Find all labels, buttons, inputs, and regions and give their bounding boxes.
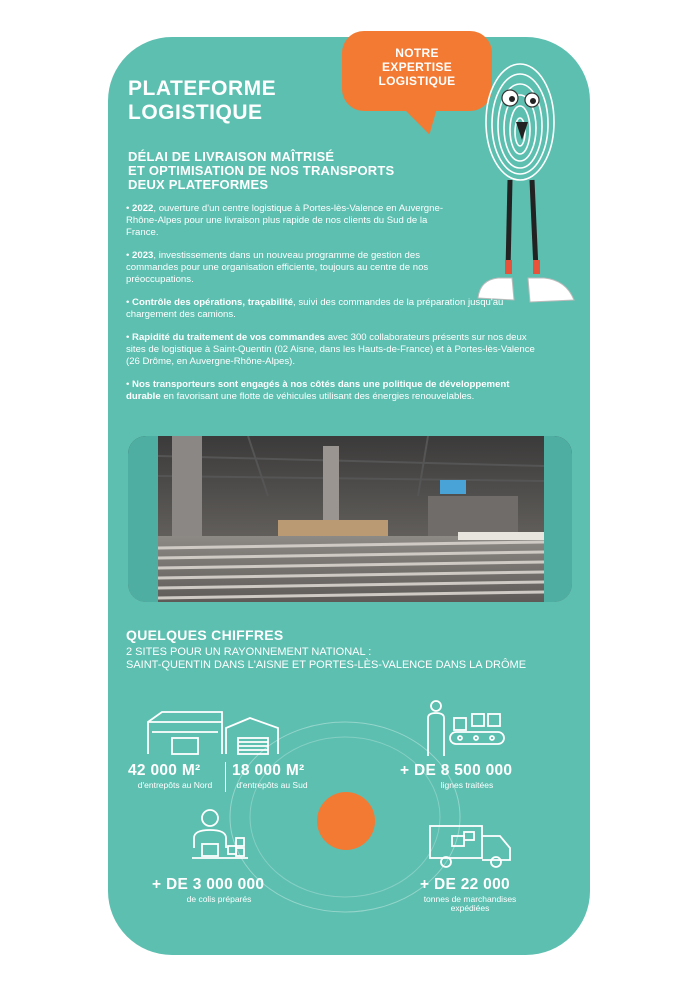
stat-colis-label: de colis préparés (186, 894, 252, 904)
bullet-text: , suivi des commandes de la préparation jusqu'au chargement des camions. (126, 297, 504, 320)
stat-colis-value: + DE 3 000 000 (152, 876, 265, 893)
stat-lignes-label: lignes traitées (440, 780, 494, 790)
stat-lignes-value: + DE 8 500 000 (400, 762, 513, 779)
bubble-line-3: LOGISTIQUE (378, 74, 456, 88)
stat-tonnes-value: + DE 22 000 (420, 876, 510, 893)
subtitle-line-3: DEUX PLATEFORMES (128, 177, 269, 192)
truck-icon (428, 822, 514, 870)
subtitle-line-1: DÉLAI DE LIVRAISON MAÎTRISÉ (128, 149, 335, 164)
warehouse-icon (146, 710, 316, 756)
page-title (128, 77, 276, 125)
bullet-bold: Contrôle des opérations, traçabilité (132, 297, 294, 308)
bullet-bold: Nos transporteurs sont engagés à nos côtés dans une politique de développement durable (126, 379, 510, 402)
stat-sud-value: 18 000 M² (232, 762, 305, 779)
worker-boxes-icon (190, 808, 250, 870)
stats-subtitle (126, 646, 526, 672)
bullet-list (126, 203, 535, 414)
speech-bubble-text (350, 46, 484, 88)
stat-tonnes-label (408, 895, 532, 913)
section-subtitle (128, 150, 394, 192)
stat-tonnes-label-line-1: tonnes de marchandises (423, 894, 517, 904)
bullet-item: • 2022, ouverture d'un centre logistique à Portes-lès-Valence en Auvergne-Rhône-Alpes pour une livraison plus rapide de nos clients du Sud de la France. (126, 203, 444, 238)
bullet-bold: 2023 (132, 250, 154, 261)
subtitle-line-2: ET OPTIMISATION DE NOS TRANSPORTS (128, 163, 395, 178)
warehouse-photo (128, 436, 572, 602)
bullet-text: avec 300 collaborateurs présents sur nos deux sites de logistique à Saint-Quentin (02 Aisne, dans les Hauts-de-France) et à Portes-lès-Valence (26 Drôme, en Auvergne-Rhône-Alpes). (126, 332, 535, 367)
stats-subtitle-line-1: 2 SITES POUR UN RAYONNEMENT NATIONAL : (126, 646, 372, 658)
title-line-2: LOGISTIQUE (128, 101, 263, 124)
bullet-text: , ouverture d'un centre logistique à Portes-lès-Valence en Auvergne-Rhône-Alpes pour une livraison plus rapide de nos clients du Sud de la France. (126, 203, 444, 238)
orange-dot (317, 792, 375, 850)
bullet-bold: Rapidité du traitement de vos commandes (132, 332, 326, 343)
stat-tonnes-label-line-2: expédiées (450, 903, 490, 913)
stat-nord-value: 42 000 M² (128, 762, 201, 779)
mascot-fingerprint-icon (470, 60, 580, 310)
bullet-bold: 2022 (132, 203, 154, 214)
bullet-text: en favorisant une flotte de véhicules utilisant des énergies renouvelables. (160, 391, 475, 402)
bullet-text: , investissements dans un nouveau programme de gestion des commandes pour une organisation efficiente, toujours au centre de nos préoccupations. (126, 250, 429, 285)
bullet-item: • 2023, investissements dans un nouveau programme de gestion des commandes pour une organisation efficiente, toujours au centre de nos préoccupations. (126, 250, 429, 285)
bullet-item: • Rapidité du traitement de vos commandes avec 300 collaborateurs présents sur nos deux sites de logistique à Saint-Quentin (02 Aisne, dans les Hauts-de-France) et à Portes-lès-Valence (26 Drôme, en Auvergne-Rhône-Alpes). (126, 332, 535, 367)
stat-sud-label: d'entrepôts au Sud (236, 780, 308, 790)
stat-nord-label: d'entrepôts au Nord (137, 780, 213, 790)
stats-subtitle-line-2: SAINT-QUENTIN DANS L'AISNE ET PORTES-LÈS-VALENCE DANS LA DRÔME (126, 659, 527, 671)
stats-title: QUELQUES CHIFFRES (126, 627, 284, 643)
bullet-item: • Contrôle des opérations, traçabilité, suivi des commandes de la préparation jusqu'au chargement des camions. (126, 297, 504, 320)
bubble-line-1: NOTRE (395, 46, 439, 60)
title-line-1: PLATEFORME (128, 77, 277, 100)
worker-conveyor-icon (426, 698, 506, 758)
bullet-item: • Nos transporteurs sont engagés à nos côtés dans une politique de développement durable en favorisant une flotte de véhicules utilisant des énergies renouvelables. (126, 379, 510, 402)
bubble-line-2: EXPERTISE (381, 60, 453, 74)
